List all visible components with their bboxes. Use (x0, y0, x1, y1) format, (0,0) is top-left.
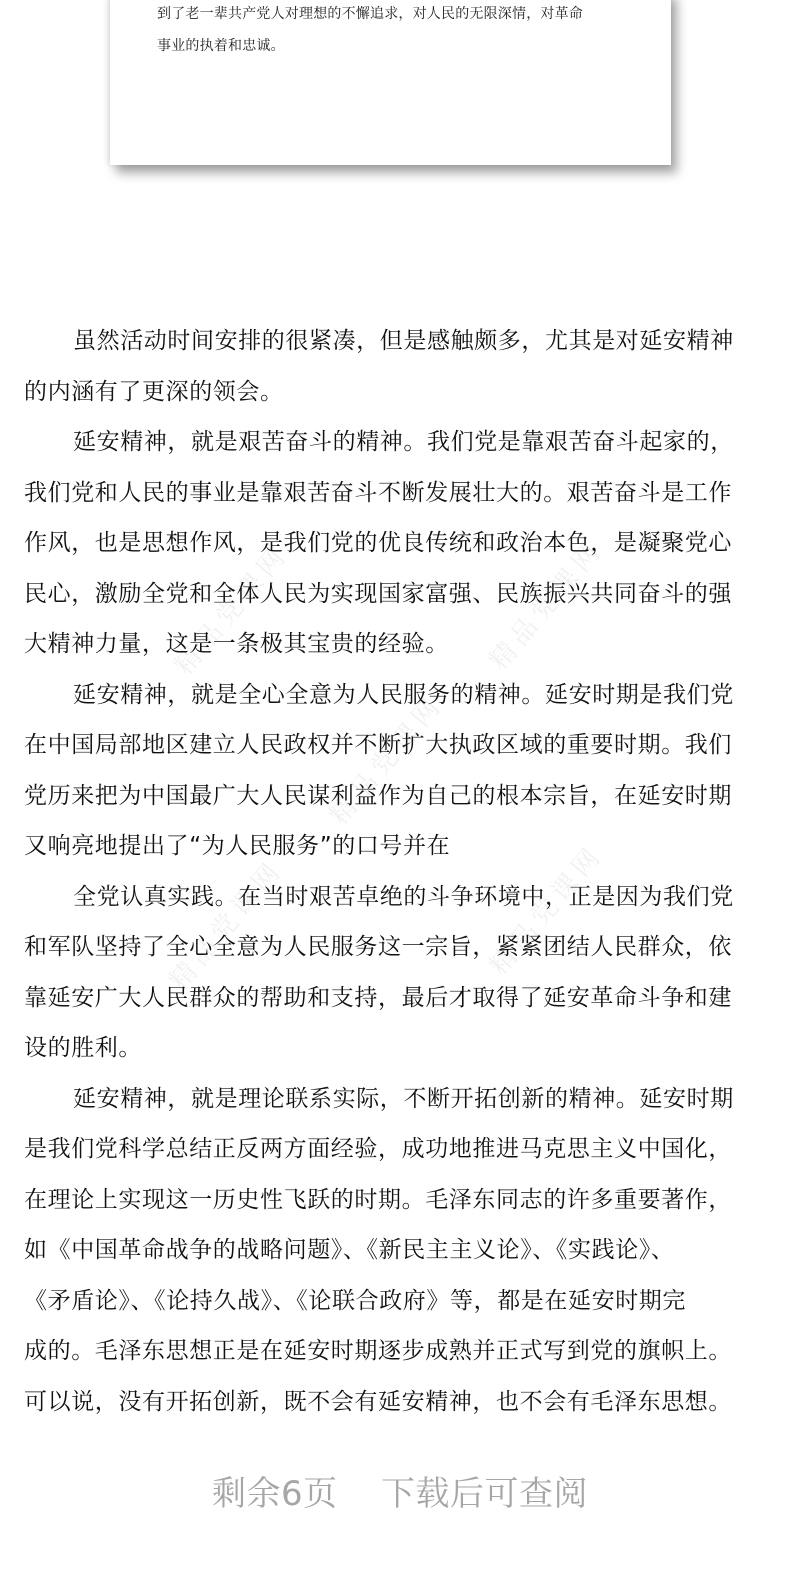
watermark: 精品党课网 (484, 839, 610, 982)
text-line: 是我们党科学总结正反两方面经验，成功地推进马克思主义中国化， (24, 1136, 732, 1162)
paragraph-3 (24, 674, 769, 876)
text-line: 虽然活动时间安排的很紧凑，但是感触颇多，尤其是对延安精神 (73, 328, 734, 354)
text-line: 成的。毛泽东思想正是在延安时期逐步成熟并正式写到党的旗帜上。 (24, 1338, 732, 1364)
document-body (24, 320, 769, 1431)
text-line: 和军队坚持了全心全意为人民服务这一宗旨，紧紧团结人民群众，依 (24, 934, 732, 960)
text-line: 又响亮地提出了“为人民服务”的口号并在 (24, 833, 451, 859)
paragraph-2 (24, 421, 769, 677)
card-text-line: 事业的执着和忠诚。 (157, 38, 285, 54)
text-line: 在中国局部地区建立人民政权并不断扩大执政区域的重要时期。我们 (24, 732, 732, 758)
text-line: 设的胜利。 (24, 1035, 142, 1061)
previous-page-card (110, 0, 671, 165)
paragraph-5 (24, 1078, 769, 1432)
watermark: 精品党课网 (169, 539, 295, 682)
text-line: 大精神力量，这是一条极其宝贵的经验。 (24, 631, 449, 657)
paragraph-4 (24, 876, 769, 1078)
text-line: 党历来把为中国最广大人民谋利益作为自己的根本宗旨，在延安时期 (24, 782, 732, 809)
watermark: 精品党课网 (484, 534, 610, 677)
text-line: 《矛盾论》、《论持久战》、《论联合政府》等，都是在延安时期完 (24, 1287, 686, 1314)
download-prompt-label: 下载后可查阅 (380, 1474, 588, 1514)
text-line: 作风，也是思想作风，是我们党的优良传统和政治本色，是凝聚党心 (24, 530, 732, 556)
text-line: 全党认真实践。在当时艰苦卓绝的斗争环境中，正是因为我们党 (73, 883, 734, 910)
card-text-line: 到了老一辈共产党人对理想的不懈追求，对人民的无限深情，对革命 (157, 6, 583, 22)
paragraph-1 (24, 320, 769, 421)
text-line: 延安精神，就是理论联系实际，不断开拓创新的精神。延安时期 (73, 1085, 734, 1112)
text-line: 如《中国革命战争的战略问题》、《新民主主义论》、《实践论》、 (24, 1237, 675, 1263)
text-line: 延安精神，就是全心全意为人民服务的精神。延安时期是我们党 (73, 681, 734, 708)
text-line: 靠延安广大人民群众的帮助和支持，最后才取得了延安革命斗争和建 (24, 984, 732, 1011)
text-line: 民心，激励全党和全体人民为实现国家富强、民族振兴共同奋斗的强 (24, 580, 732, 607)
watermark: 精品党课网 (164, 854, 290, 997)
text-line: 的内涵有了更深的领会。 (24, 378, 284, 405)
text-line: 可以说，没有开拓创新，既不会有延安精神，也不会有毛泽东思想。 (24, 1388, 732, 1415)
text-line: 在理论上实现这一历史性飞跃的时期。毛泽东同志的许多重要著作， (24, 1186, 732, 1213)
text-line: 我们党和人民的事业是靠艰苦奋斗不断发展壮大的。艰苦奋斗是工作 (24, 479, 732, 506)
remaining-pages-label: 剩余6页 (212, 1474, 338, 1514)
text-line: 延安精神，就是艰苦奋斗的精神。我们党是靠艰苦奋斗起家的， (73, 429, 734, 455)
download-to-read-more-link[interactable] (0, 1466, 800, 1515)
watermark: 精品党课网 (324, 689, 450, 832)
